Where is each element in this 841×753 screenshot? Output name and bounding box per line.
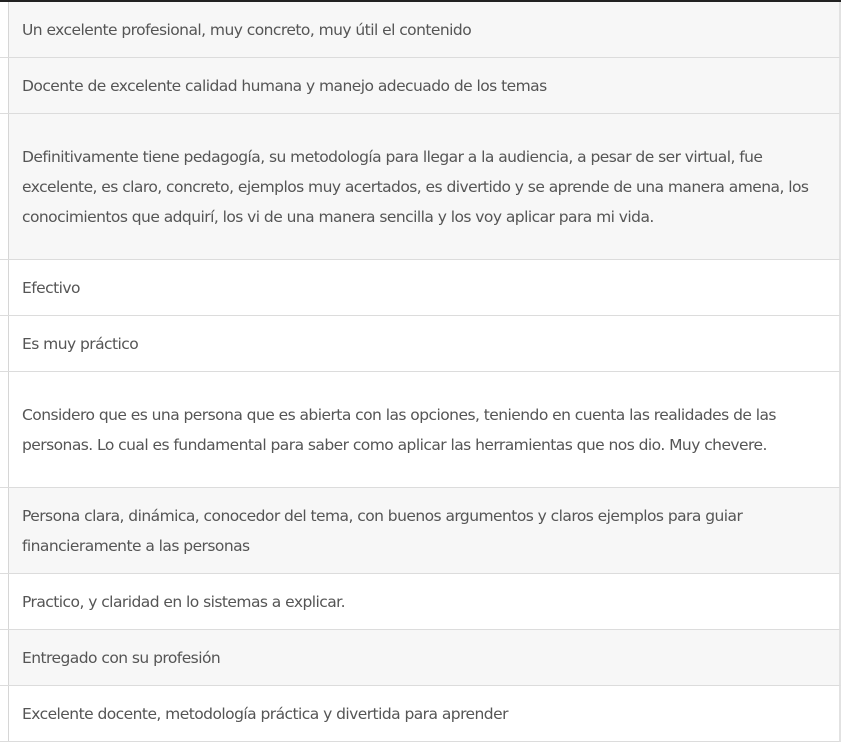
table-row [0, 316, 841, 372]
table-row [0, 574, 841, 630]
comment-text: Practico, y claridad en lo sistemas a explicar. [22, 592, 345, 611]
comment-text: Efectivo [22, 278, 80, 297]
table-row [0, 630, 841, 686]
comment-text: Docente de excelente calidad humana y manejo adecuado de los temas [22, 76, 547, 95]
table-row [0, 686, 841, 742]
table-row [0, 58, 841, 114]
table-row [0, 372, 841, 488]
comment-text: Un excelente profesional, muy concreto, muy útil el contenido [22, 20, 472, 39]
comment-text: Es muy práctico [22, 334, 139, 353]
comment-text: Considero que es una persona que es abierta con las opciones, teniendo en cuenta las realidades de las personas. Lo cual es fundamental para saber como aplicar las herramientas que nos dio. Muy chevere. [22, 405, 776, 454]
table-row [0, 114, 841, 260]
comment-text: Persona clara, dinámica, conocedor del tema, con buenos argumentos y claros ejemplos para guiar financieramente a las personas [22, 506, 743, 555]
comment-text: Definitivamente tiene pedagogía, su metodología para llegar a la audiencia, a pesar de ser virtual, fue excelente, es claro, concreto, ejemplos muy acertados, es divertido y se aprende de una manera amena, los conocimientos que adquirí, los vi de una manera sencilla y los voy aplicar para mi vida. [22, 147, 809, 226]
table-row [0, 488, 841, 574]
table-row [0, 260, 841, 316]
comment-text: Excelente docente, metodología práctica y divertida para aprender [22, 704, 508, 723]
table-row [0, 2, 841, 58]
comment-text: Entregado con su profesión [22, 648, 221, 667]
